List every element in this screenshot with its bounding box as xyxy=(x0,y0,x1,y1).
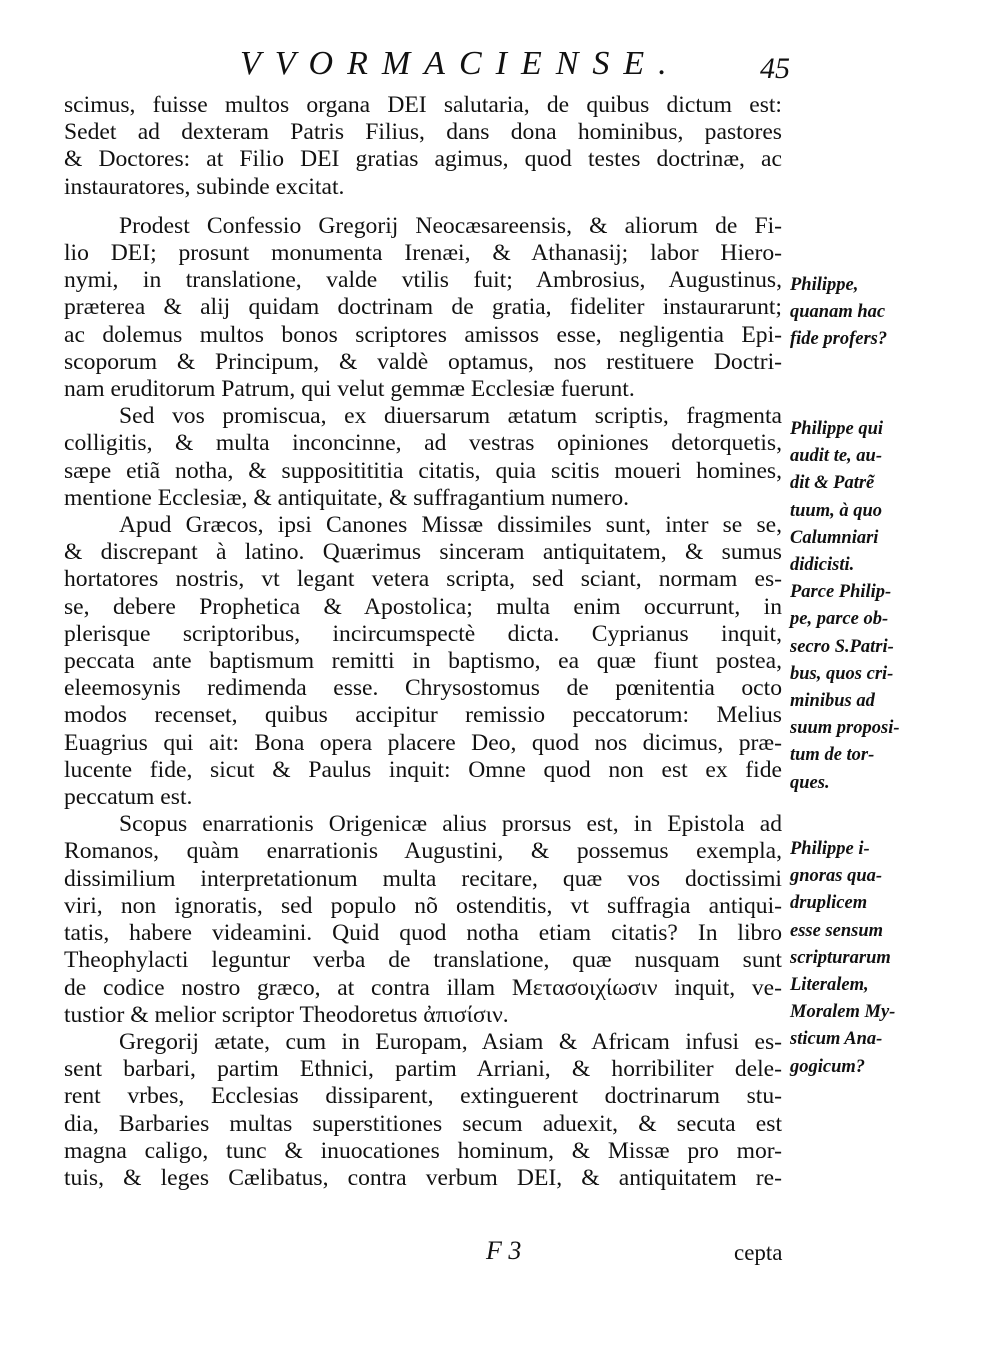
text-line: magna caligo, tunc & inuocationes hominum, & Missæ pro mor- xyxy=(64,1137,782,1164)
marginal-line: tuum, à quo xyxy=(790,500,883,521)
marginal-note-2 xyxy=(790,416,935,797)
marginal-line: esse sensum xyxy=(790,920,884,941)
marginal-line: Parce Philip- xyxy=(790,582,892,603)
marginal-line: scripturarum xyxy=(790,947,891,968)
paragraph-3 xyxy=(64,403,782,512)
text-line: Sedet ad dexteram Patris Filius, dans dona hominibus, pastores xyxy=(64,119,782,146)
marginal-line: Literalem, xyxy=(790,975,869,996)
text-line: & discrepant à latino. Quærimus sinceram antiquitatem, & sumus xyxy=(64,539,782,566)
text-line: tuis, & leges Cælibatus, contra verbum DEI, & antiquitatem re- xyxy=(64,1164,782,1191)
text-line: tatis, habere videamini. Quid quod notha etiam citatis? In libro xyxy=(64,920,782,947)
text-line: de codice nostro græco, at contra illam Μετασοιχίωσιν inquit, ve- xyxy=(64,974,782,1001)
text-line: dissimilium interpretationum multa recitare, quæ vos doctissimi xyxy=(64,865,782,892)
text-line: lio DEI; prosunt monumenta Irenæi, & Athanasij; labor Hiero- xyxy=(64,240,782,267)
text-line: instauratores, subinde excitat. xyxy=(64,173,345,200)
marginal-line: pe, parce ob- xyxy=(790,609,889,630)
text-line: modos recenset, quibus accipitur remissio peccatorum: Melius xyxy=(64,702,782,729)
text-line: Sed vos promiscua, ex diuersarum ætatum scriptis, fragmenta xyxy=(119,403,782,430)
main-text-column xyxy=(64,92,782,1192)
text-line: & Doctores: at Filio DEI gratias agimus, quod testes doctrinæ, ac xyxy=(64,146,782,173)
text-line: scimus, fuisse multos organa DEI salutaria, de quibus dictum est: xyxy=(64,92,782,118)
text-line: ac dolemus multos bonos scriptores amissos esse, negligentia Epi- xyxy=(64,321,782,348)
marginal-line: quanam hac xyxy=(790,302,886,323)
text-line: nymi, in translatione, valde vtilis fuit; Ambrosius, Augustinus, xyxy=(64,267,782,294)
marginal-line: Philippe qui xyxy=(790,419,884,439)
marginal-line: fide profers? xyxy=(790,329,888,350)
paragraph-4 xyxy=(64,512,782,811)
text-line: plerisque scriptoribus, incircumspectè dicta. Cyprianus inquit, xyxy=(64,620,782,647)
marginal-line: sticum Ana- xyxy=(790,1029,883,1050)
paragraph-5 xyxy=(64,811,782,1029)
paragraph-6 xyxy=(64,1029,782,1192)
marginal-line: gnoras qua- xyxy=(790,866,883,887)
marginal-line: ques. xyxy=(790,772,830,793)
marginal-line: minibus ad xyxy=(790,691,875,712)
text-line: lucente fide, sicut & Paulus inquit: Omne quod non est ex fide xyxy=(64,756,782,783)
text-line: Gregorij ætate, cum in Europam, Asiam & Africam infusi es- xyxy=(119,1028,782,1055)
marginal-line: gogicum? xyxy=(790,1056,866,1077)
text-line: præterea & alij quidam doctrinam de gratia, fideliter instaurarunt; xyxy=(64,294,782,321)
text-line: tustior & melior scriptor Theodoretus ἀπισίσιν. xyxy=(64,1001,509,1028)
text-line: se, debere Prophetica & Apostolica; multa enim occurrunt, in xyxy=(64,593,782,620)
text-line: Prodest Confessio Gregorij Neocæsareensis, & aliorum de Fi- xyxy=(119,212,782,239)
marginal-line: suum proposi- xyxy=(790,718,900,739)
text-line: sent barbari, partim Ethnici, partim Arriani, & horribiliter dele- xyxy=(64,1056,782,1083)
text-line: Theophylacti leguntur verba de translatione, quæ nusquam sunt xyxy=(64,947,782,974)
text-line: rent vrbes, Ecclesias dissiparent, extinguerent doctrinarum stu- xyxy=(64,1083,782,1110)
running-head: VVORMACIENSE. xyxy=(240,45,681,82)
page-number: 45 xyxy=(760,52,790,85)
marginal-line: Philippe, xyxy=(790,275,859,295)
page-footer xyxy=(0,1232,1000,1272)
text-line: Romanos, quàm enarrationis Augustini, & possemus exempla, xyxy=(64,838,782,865)
text-line: Euagrius qui ait: Bona opera placere Deo, quod nos dicimus, præ- xyxy=(64,729,782,756)
text-line: viri, non ignoratis, sed populo nõ ostenditis, vt suffragia antiqui- xyxy=(64,892,782,919)
marginal-line: Moralem My- xyxy=(790,1002,896,1023)
text-line: colligitis, & multa inconcinne, ad vestras opiniones detorquetis, xyxy=(64,430,782,457)
marginal-line: tum de tor- xyxy=(790,745,875,766)
marginal-note-1 xyxy=(790,272,935,354)
marginal-line: didicisti. xyxy=(790,555,855,576)
text-line: Scopus enarrationis Origenicæ alius prorsus est, in Epistola ad xyxy=(119,811,782,838)
marginal-line: druplicem xyxy=(790,893,868,914)
signature-mark: F 3 xyxy=(486,1236,522,1265)
text-line: dia, Barbaries multas superstitiones secum aduexit, & secuta est xyxy=(64,1110,782,1137)
text-line: peccata ante baptismum remitti in baptismo, ea quæ fiunt postea, xyxy=(64,648,782,675)
marginal-line: dit & Patrẽ xyxy=(790,473,875,494)
text-line: mentione Ecclesiæ, & antiquitate, & suffragantium numero. xyxy=(64,484,630,511)
marginal-note-3 xyxy=(790,836,935,1081)
text-line: Apud Græcos, ipsi Canones Missæ dissimiles sunt, inter se se, xyxy=(119,512,782,539)
text-line: sæpe etiã notha, & suppositititia citatis, quia scitis moueri homines, xyxy=(64,457,782,484)
marginal-line: Philippe i- xyxy=(790,839,870,859)
marginal-line: audit te, au- xyxy=(790,446,882,467)
text-line: hortatores nostris, vt legant vetera scripta, sed sciant, normam es- xyxy=(64,566,782,593)
text-line: scoporum & Principum, & valdè optamus, nos restituere Doctri- xyxy=(64,348,782,375)
paragraph-2 xyxy=(64,213,782,403)
marginal-line: bus, quos cri- xyxy=(790,663,894,684)
text-line: nam eruditorum Patrum, qui velut gemmæ Ecclesiæ fuerunt. xyxy=(64,376,635,403)
text-line: peccatum est. xyxy=(64,784,193,811)
paragraph-1 xyxy=(64,92,782,201)
marginal-line: Calumniari xyxy=(790,527,879,548)
text-line: eleemosynis redimenda esse. Chrysostomus de pœnitentia octo xyxy=(64,675,782,702)
marginal-line: secro S.Patri- xyxy=(790,636,894,657)
catchword: cepta xyxy=(734,1240,783,1265)
